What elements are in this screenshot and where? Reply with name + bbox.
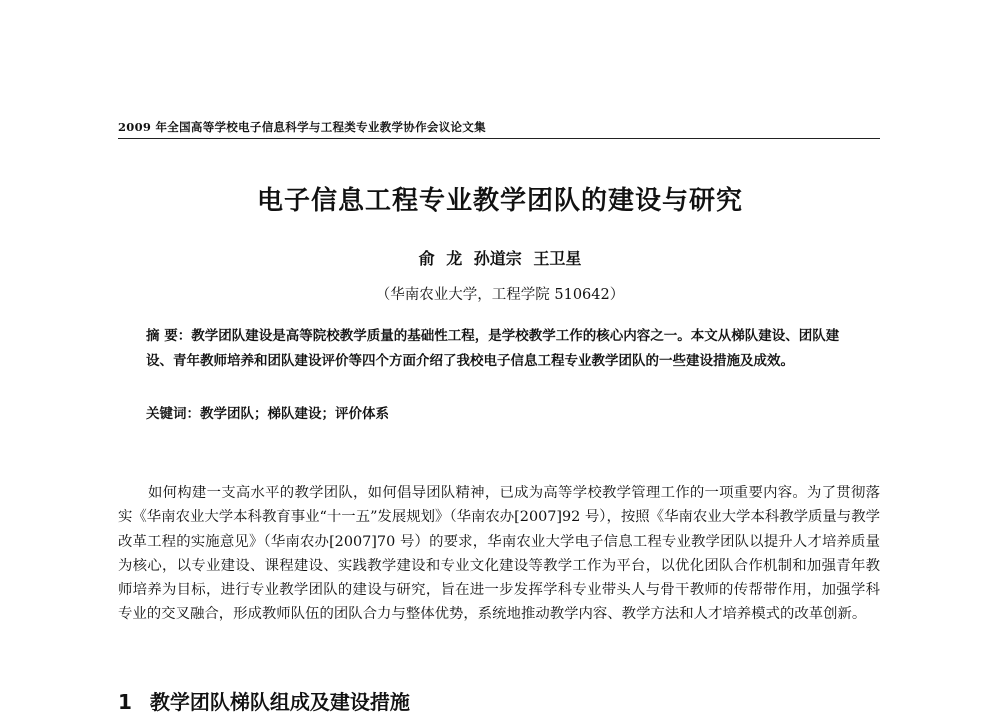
abstract-text: 教学团队建设是高等院校教学质量的基础性工程，是学校教学工作的核心内容之一。本文从梯队建设、团队建设、青年教师培养和团队建设评价等四个方面介绍了我校电子信息工程专业教学团队的一些建设措施及成效。 — [146, 328, 840, 369]
abstract — [146, 324, 852, 374]
running-header: 2009 年全国高等学校电子信息科学与工程类专业教学协作会议论文集 — [118, 119, 880, 139]
section-number: 1 — [118, 690, 132, 714]
affiliation: （华南农业大学，工程学院 510642） — [375, 287, 625, 303]
body-paragraph: 如何构建一支高水平的教学团队，如何倡导团队精神，已成为高等学校教学管理工作的一项重要内容。为了贯彻落实《华南农业大学本科教育事业“十一五”发展规划》（华南农办[2007]92 号），按照《华南农业大学本科教学质量与教学改革工程的实施意见》（华南农办[2007]70 号）的要求，华南农业大学电子信息工程专业教学团队以提升人才培养质量为核心，以专业建设、课程建设、实践教学建设和专业文化建设等教学工作为平台，以优化团队合作机制和加强青年教师培养为目标，进行专业教学团队的建设与研究，旨在进一步发挥学科专业带头人与骨干教师的传帮带作用，加强学科专业的交叉融合，形成教师队伍的团队合力与整体优势，系统地推动教学内容、教学方法和人才培养模式的改革创新。 — [118, 485, 880, 623]
abstract-label: 摘 要： — [146, 328, 192, 344]
paper-title: 电子信息工程专业教学团队的建设与研究 — [256, 186, 743, 216]
authors: 俞 龙 孙道宗 王卫星 — [418, 249, 582, 268]
section-heading — [118, 686, 410, 715]
keywords-label: 关键词： — [146, 406, 200, 422]
keywords — [146, 402, 852, 422]
section-title: 教学团队梯队组成及建设措施 — [149, 690, 410, 714]
keywords-text: 教学团队；梯队建设；评价体系 — [200, 406, 389, 422]
